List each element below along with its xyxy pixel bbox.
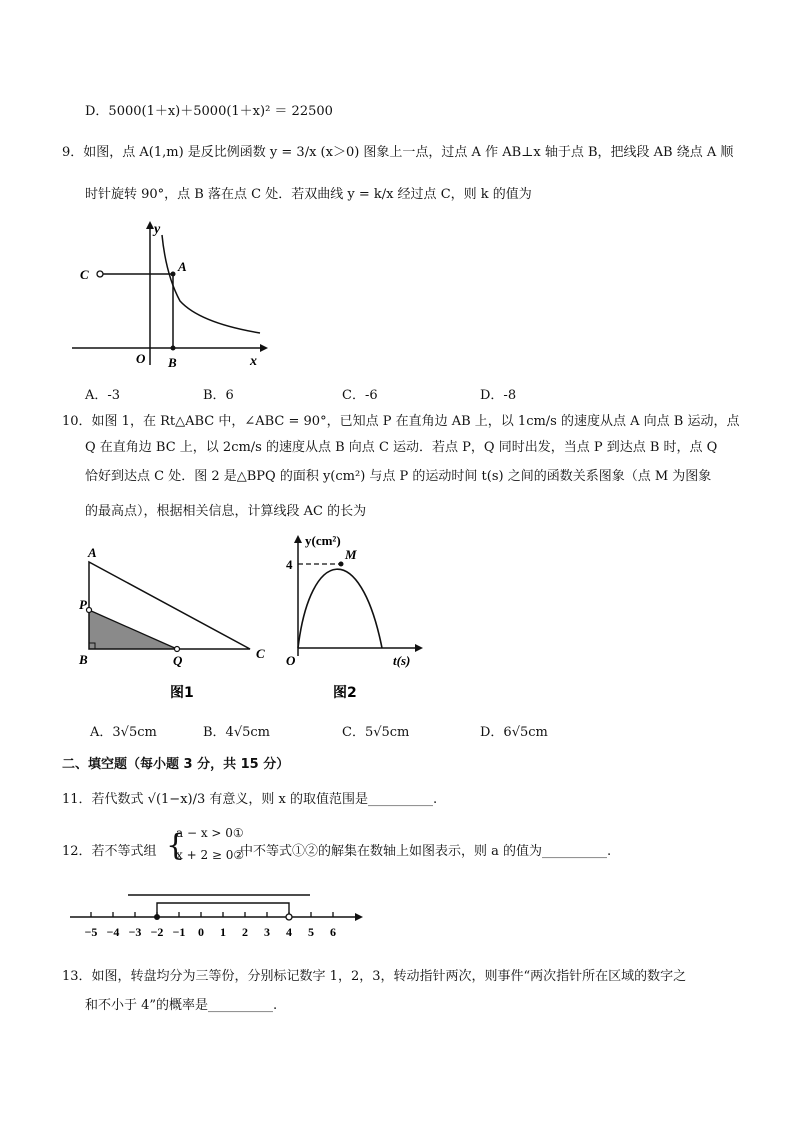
q12-inequality-1: a − x > 0① [176, 826, 244, 840]
numberline-tick-label: −1 [172, 925, 186, 939]
q12-brace: { [166, 828, 186, 863]
fig2-four-label: 4 [286, 557, 293, 572]
q8-option-d: D．5000(1＋x)＋5000(1＋x)² ＝ 22500 [85, 104, 333, 119]
q9-origin-label: O [136, 351, 146, 366]
q10-option-b: B．4√5cm [203, 725, 270, 740]
q13-text-line1: 13．如图，转盘均分为三等份，分别标记数字 1，2，3，转动指针两次，则事件“两次指针所在区域的数字之 [62, 969, 687, 984]
q12-inequality-2: x + 2 ≥ 0② [176, 848, 245, 862]
q12-text-after: 中不等式①②的解集在数轴上如图表示，则 a 的值为__________. [240, 844, 612, 859]
q9-figure [70, 215, 270, 375]
q9-option-a: A．-3 [85, 388, 121, 403]
numberline-tick-label: −3 [128, 925, 142, 939]
q13-text-line2: 和不小于 4”的概率是__________. [85, 998, 278, 1013]
q12-number-line [65, 885, 365, 945]
q9-option-d: D．-8 [480, 388, 517, 403]
q10-figure-1 [80, 540, 275, 705]
numberline-tick-label: 5 [308, 925, 314, 939]
q9-point-c-label: C [80, 267, 89, 282]
fig2-origin-label: O [286, 653, 296, 668]
q10-text-line4: 的最高点），根据相关信息，计算线段 AC 的长为 [85, 504, 367, 519]
q10-figure-2 [285, 528, 425, 706]
q9-option-c: C．-6 [342, 388, 378, 403]
fig2-m-label: M [345, 547, 357, 562]
q10-option-c: C．5√5cm [342, 725, 410, 740]
numberline-tick-label: 6 [330, 925, 336, 939]
q11-text: 11．若代数式 √(1−x)/3 有意义，则 x 的取值范围是__________. [62, 792, 438, 807]
fig1-label-q: Q [173, 653, 183, 668]
fig2-y-label: y(cm²) [305, 533, 341, 548]
q10-option-d: D．6√5cm [480, 725, 548, 740]
numberline-tick-label: −2 [150, 925, 164, 939]
q9-point-b-label: B [168, 355, 177, 370]
q9-text-line1: 9．如图，点 A(1,m) 是反比例函数 y = 3/x (x＞0) 图象上一点，过点 A 作 AB⊥x 轴于点 B，把线段 AB 绕点 A 顺 [62, 145, 734, 160]
fig1-label-p: P [79, 597, 87, 612]
numberline-tick-label: −4 [106, 925, 120, 939]
q10-text-line3: 恰好到达点 C 处．图 2 是△BPQ 的面积 y(cm²) 与点 P 的运动时间 t(s) 之间的函数关系图象（点 M 为图象 [85, 469, 712, 484]
numberline-tick-label: 2 [242, 925, 248, 939]
fig1-caption: 图1 [170, 685, 194, 701]
q10-option-a: A．3√5cm [90, 725, 157, 740]
fig1-label-a: A [88, 545, 97, 560]
q10-text-line2: Q 在直角边 BC 上，以 2cm/s 的速度从点 B 向点 C 运动．若点 P，Q 同时出发，当点 P 到达点 B 时，点 Q [85, 440, 718, 455]
numberline-tick-label: −5 [84, 925, 98, 939]
numberline-tick-label: 1 [220, 925, 226, 939]
q9-x-label: x [250, 354, 257, 369]
numberline-tick-label: 3 [264, 925, 270, 939]
fig2-t-label: t(s) [393, 653, 411, 668]
fig1-label-b: B [79, 652, 88, 667]
q10-text-line1: 10．如图 1，在 Rt△ABC 中，∠ABC = 90°，已知点 P 在直角边 AB 上，以 1cm/s 的速度从点 A 向点 B 运动，点 [62, 414, 740, 429]
q12-text-before: 12．若不等式组 [62, 844, 157, 859]
section-2-title: 二、填空题（每小题 3 分，共 15 分） [62, 757, 290, 772]
fig2-caption: 图2 [333, 685, 357, 701]
q9-option-b: B．6 [203, 388, 234, 403]
q9-point-a-label: A [178, 259, 187, 274]
numberline-tick-label: 4 [286, 925, 292, 939]
fig1-label-c: C [256, 646, 265, 661]
numberline-tick-label: 0 [198, 925, 204, 939]
q9-y-label: y [154, 222, 161, 237]
q9-text-line2: 时针旋转 90°，点 B 落在点 C 处．若双曲线 y = k/x 经过点 C，则 k 的值为 [85, 187, 532, 202]
